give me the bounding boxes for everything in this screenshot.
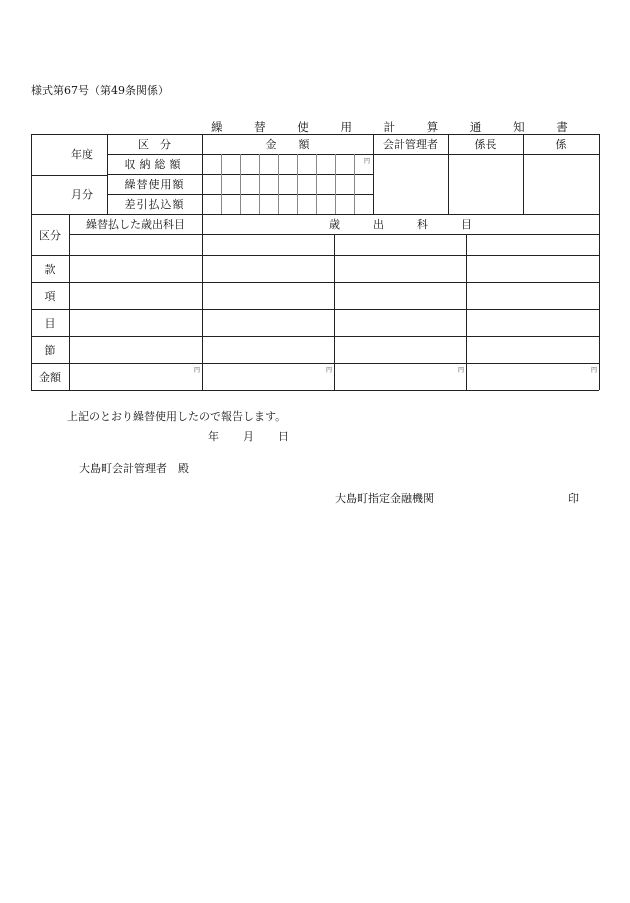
institution: 大島町指定金融機関: [335, 492, 434, 505]
approval-kakari: 係: [555, 138, 567, 151]
date-year: 年: [208, 430, 219, 443]
yen-mark: 円: [458, 367, 465, 374]
document-title: 繰 替 使 用 計 算 通 知 書: [211, 120, 582, 134]
row-label-sashihiki: 差引払込額: [124, 198, 185, 211]
seal-mark: 印: [568, 492, 579, 505]
kingaku-header: 金 額: [265, 138, 310, 151]
saishutsu-header: 歳 出 科 目: [329, 218, 472, 231]
row-moku: 目: [44, 316, 56, 330]
row-label-kuri: 繰替使用額: [124, 178, 185, 191]
approval-kakaricho: 係長: [474, 138, 497, 151]
row-setsu: 節: [44, 343, 56, 357]
kubun-label: 区分: [39, 228, 61, 242]
approval-kaikei: 会計管理者: [383, 138, 438, 151]
statement: 上記のとおり繰替使用したので報告します。: [67, 410, 287, 423]
row-kan: 款: [44, 262, 56, 276]
row-label-shuno: 収納総額: [124, 158, 185, 171]
kubun-header: 区 分: [138, 138, 171, 151]
nendo-label: 年度: [71, 148, 93, 161]
yen-mark: 円: [194, 367, 201, 374]
form-number: 様式第67号（第49条関係）: [31, 84, 169, 97]
addressee: 大島町会計管理者 殿: [79, 462, 189, 475]
row-kou: 項: [44, 289, 56, 303]
tsukibun-label: 月分: [71, 188, 93, 201]
row-kingaku: 金額: [39, 370, 61, 384]
date-day: 日: [278, 430, 289, 443]
account-label: 繰替払した歳出科目: [86, 218, 185, 231]
date-month: 月: [243, 430, 254, 443]
yen-mark: 円: [591, 367, 598, 374]
yen-mark: 円: [326, 367, 333, 374]
yen-mark: 円: [364, 158, 371, 165]
